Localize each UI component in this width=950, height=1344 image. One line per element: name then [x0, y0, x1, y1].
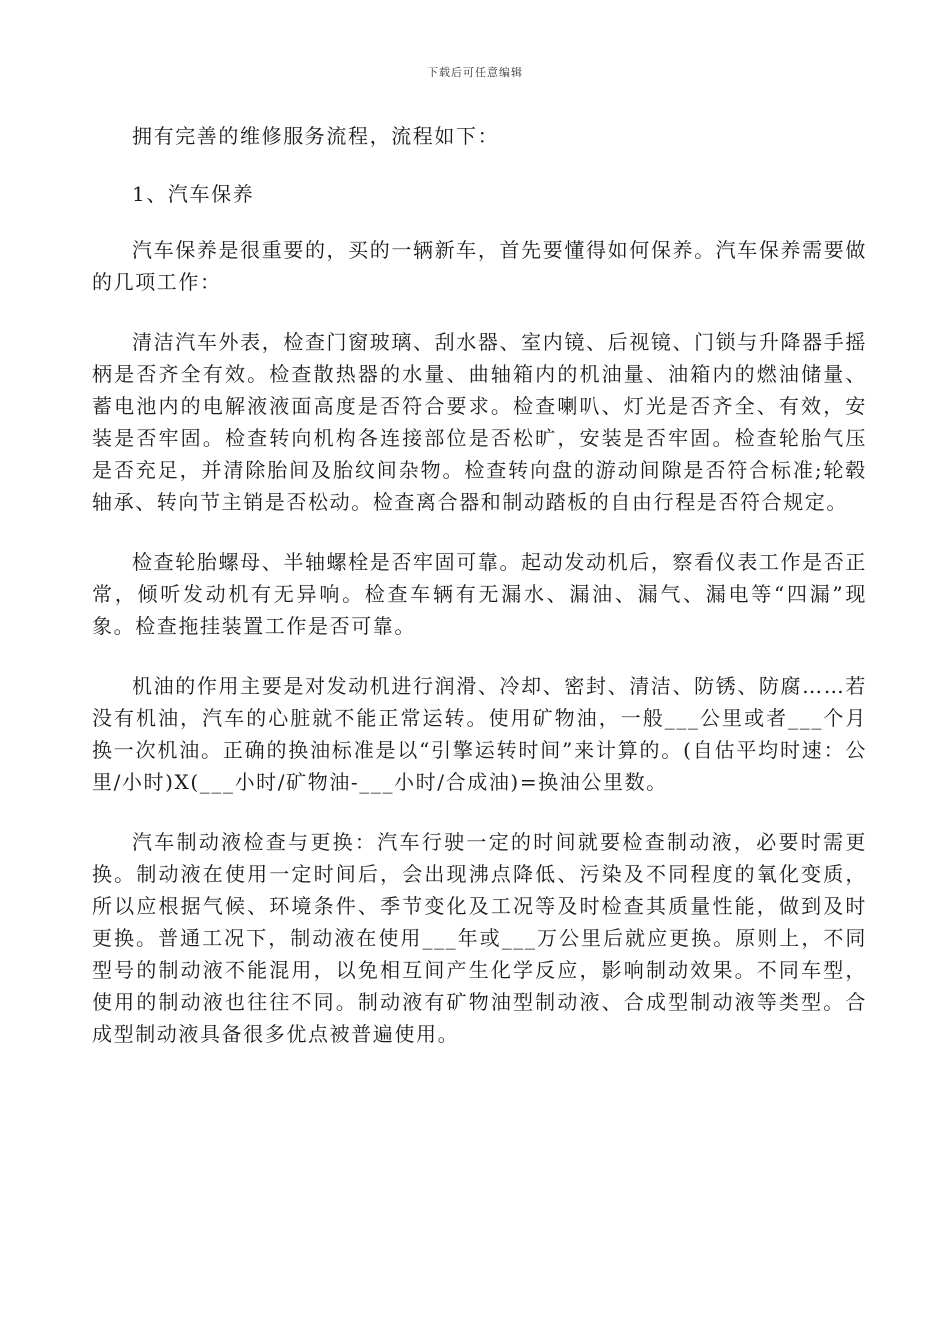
- paragraph-brake-fluid: 汽车制动液检查与更换：汽车行驶一定的时间就要检查制动液，必要时需更换。制动液在使用一定时间后，会出现沸点降低、污染及不同程度的氧化变质，所以应根据气候、环境条件、季节变化及工况等及时检查其质量性能，做到及时更换。普通工况下，制动液在使用___年或___万公里后就应更换。原则上，不同型号的制动液不能混用，以免相互间产生化学反应，影响制动效果。不同车型，使用的制动液也往往不同。制动液有矿物油型制动液、合成型制动液等类型。合成型制动液具备很多优点被普遍使用。: [92, 830, 867, 1046]
- paragraph-intro: 拥有完善的维修服务流程，流程如下：: [132, 124, 500, 148]
- paragraph-engine-oil: 机油的作用主要是对发动机进行润滑、冷却、密封、清洁、防锈、防腐……若没有机油，汽车的心脏就不能正常运转。使用矿物油，一般___公里或者___个月换一次机油。正确的换油标准是以“引擎运转时间”来计算的。(自估平均时速：公里/小时)X(___小时/矿物油-___小时/合成油)=换油公里数。: [92, 674, 867, 794]
- page-header-note: 下载后可任意编辑: [427, 66, 523, 79]
- paragraph-inspection-checklist: 清洁汽车外表，检查门窗玻璃、刮水器、室内镜、后视镜、门锁与升降器手摇柄是否齐全有效。检查散热器的水量、曲轴箱内的机油量、油箱内的燃油储量、蓄电池内的电解液液面高度是否符合要求。检查喇叭、灯光是否齐全、有效，安装是否牢固。检查转向机构各连接部位是否松旷，安装是否牢固。检查轮胎气压是否充足，并清除胎间及胎纹间杂物。检查转向盘的游动间隙是否符合标准;轮毂轴承、转向节主销是否松动。检查离合器和制动踏板的自由行程是否符合规定。: [92, 330, 867, 514]
- paragraph-maintenance-importance: 汽车保养是很重要的，买的一辆新车，首先要懂得如何保养。汽车保养需要做的几项工作：: [92, 238, 867, 294]
- document-body: [92, 120, 867, 1078]
- section-heading-car-maintenance: 1、汽车保养: [132, 182, 255, 206]
- paragraph-tire-engine-check: 检查轮胎螺母、半轴螺栓是否牢固可靠。起动发动机后，察看仪表工作是否正常，倾听发动机有无异响。检查车辆有无漏水、漏油、漏气、漏电等“四漏”现象。检查拖挂装置工作是否可靠。: [92, 550, 867, 638]
